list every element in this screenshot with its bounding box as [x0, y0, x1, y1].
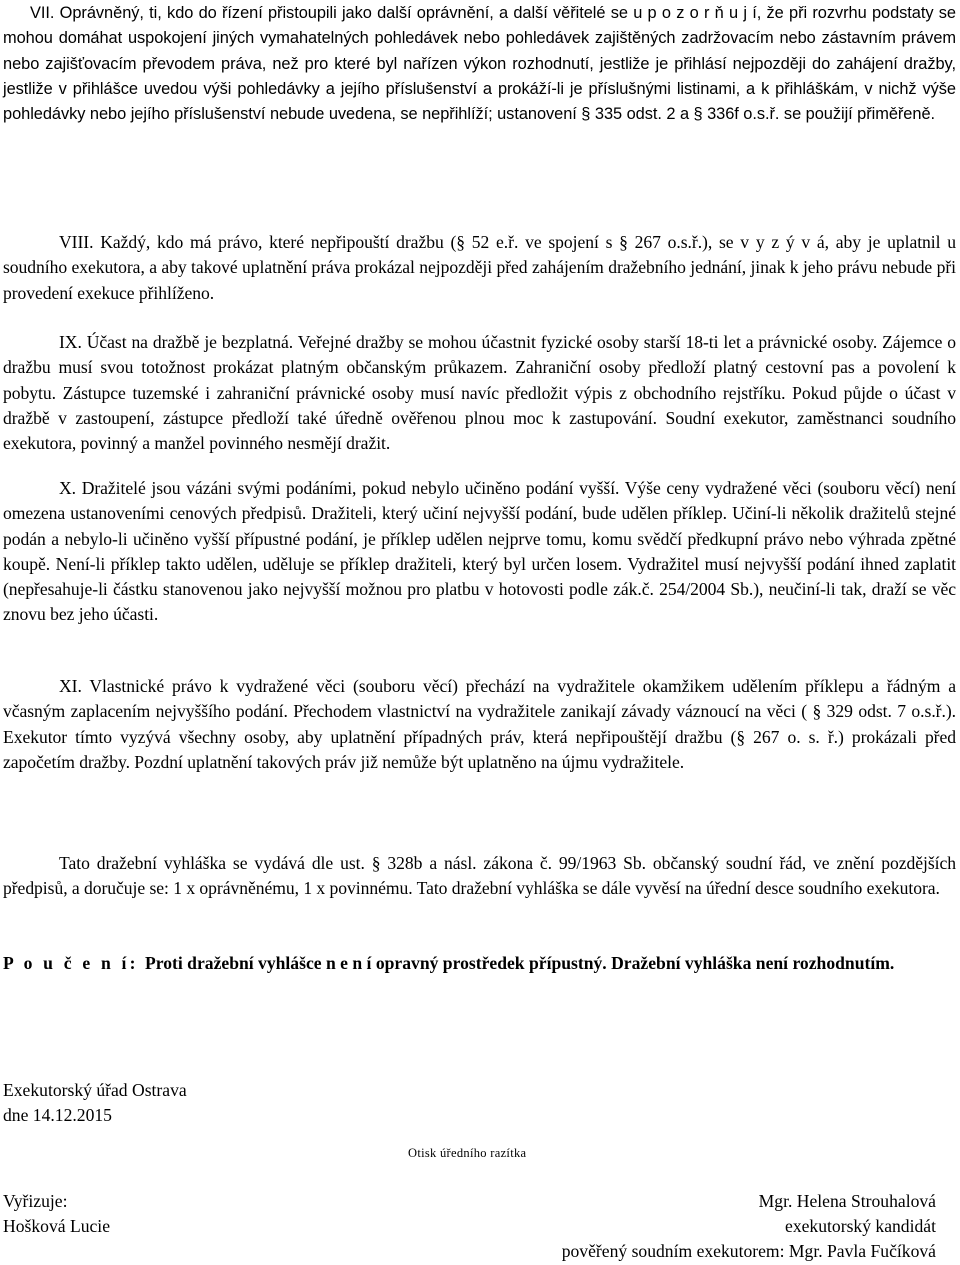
legal-instruction-label: P o u č e n í: — [3, 953, 139, 973]
signatory-name: Mgr. Helena Strouhalová — [758, 1191, 936, 1211]
handled-by — [3, 1189, 110, 1239]
signature-block — [562, 1189, 936, 1264]
stamp-placeholder: Otisk úředního razítka — [408, 1146, 527, 1160]
signatory-role: exekutorský kandidát — [785, 1216, 936, 1236]
paragraph-x: X. Dražitelé jsou vázáni svými podáními, pokud nebylo učiněno podání vyšší. Výše ceny vydražené věci (souboru věcí) není omezena ustanoveními cenových předpisů. Dražiteli, který učiní nejvyšší podání, bude udělen příklep. Učiní-li několik dražitelů stejné podán a nebylo-li učiněno vyšší přípustné podání, je příklep udělen nejprve tomu, komu svědčí předkupní právo nebo výhrada zpětné koupě. Není-li příklep takto udělen, uděluje se příklep dražiteli, který byl určen losem. Vydražitel musí nejvyšší podání ihned zaplatit (nepřesahuje-li částku stanovenou jako nejvyšší možnou pro platbu v hotovosti podle zák.č. 254/2004 Sb.), neučiní-li tak, draží se věc znovu bez jeho účasti. — [3, 478, 956, 625]
paragraph-viii: VIII. Každý, kdo má právo, které nepřipouští dražbu (§ 52 e.ř. ve spojení s § 267 o.s.ř.), se v y z ý v á, aby je uplatnil u soudního exekutora, a aby takové uplatnění práva prokázal nejpozději před zahájením dražebního jednání, jinak k jeho právu nebude při provedení exekuce přihlíženo. — [3, 232, 956, 303]
paragraph-xi: XI. Vlastnické právo k vydražené věci (souboru věcí) přechází na vydražitele okamžikem udělením příklepu a řádným a včasným zaplacením nejvyššího podání. Přechodem vlastnictví na vydražitele zanikají závady váznoucí na věci ( § 329 odst. 7 o.s.ř.). Exekutor tímto vyzývá všechny osoby, aby uplatnění případných práv, která nepřipouštějí dražbu (§ 267 o. s. ř.) prokázali před započetím dražby. Pozdní uplatnění takových práv již nemůže být uplatněno na újmu vydražitele. — [3, 676, 956, 772]
signatory-authorization: pověřený soudním exekutorem: Mgr. Pavla Fučíková — [561, 1241, 936, 1261]
issue-date: dne 14.12.2015 — [3, 1105, 112, 1125]
paragraph-vii: VII. Oprávněný, ti, kdo do řízení přistoupili jako další oprávnění, a další věřitelé se u p o z o r ň u j í, že při rozvrhu podstaty se mohou domáhat uspokojení jiných vymahatelných pohledávek nebo pohledávek zajištěných zadržovacím nebo zástavním právem nebo zajišťovacím převodem práva, než pro které byl nařízen výkon rozhodnutí, jestliže je přihlásí nejpozději do zahájení dražby, jestliže v přihlášce uvedou výši pohledávky a jejího příslušenství a prokáží-li je příslušnými listinami, a k přihláškám, v nichž výše pohledávky nebo jejího příslušenství nebude uvedena, se nepřihlíží; ustanovení § 335 odst. 2 a § 336f o.s.ř. se použijí přiměřeně. — [3, 4, 956, 124]
issuing-office — [3, 1078, 187, 1128]
office-name: Exekutorský úřad Ostrava — [3, 1080, 187, 1100]
handled-by-label: Vyřizuje: — [3, 1191, 68, 1211]
paragraph-publication-note: Tato dražební vyhláška se vydává dle ust. § 328b a násl. zákona č. 99/1963 Sb. občanský soudní řád, ve znění pozdějších předpisů, a doručuje se: 1 x oprávněnému, 1 x povinnému. Tato dražební vyhláška se dále vyvěsí na úřední desce soudního exekutora. — [3, 853, 956, 899]
paragraph-ix: IX. Účast na dražbě je bezplatná. Veřejné dražby se mohou účastnit fyzické osoby starší 18-ti let a právnické osoby. Zájemce o dražbu musí svou totožnost prokázat platným občanským průkazem. Zahraniční osoby předloží platný cestovní pas a povolení k pobytu. Zástupce tuzemské i zahraniční právnické osoby musí navíc předložit výpis z obchodního rejstříku. Pokud půjde o účast v dražbě v zastoupení, zástupce předloží také úředně ověřenou plnou moc k zastupování. Soudní exekutor, zaměstnanci soudního exekutora, povinný a manžel povinného nesmějí dražit. — [3, 332, 956, 454]
handled-by-name: Hošková Lucie — [3, 1216, 110, 1236]
legal-instruction-text: Proti dražební vyhlášce n e n í opravný prostředek přípustný. Dražební vyhláška není rozhodnutím. — [145, 953, 895, 973]
